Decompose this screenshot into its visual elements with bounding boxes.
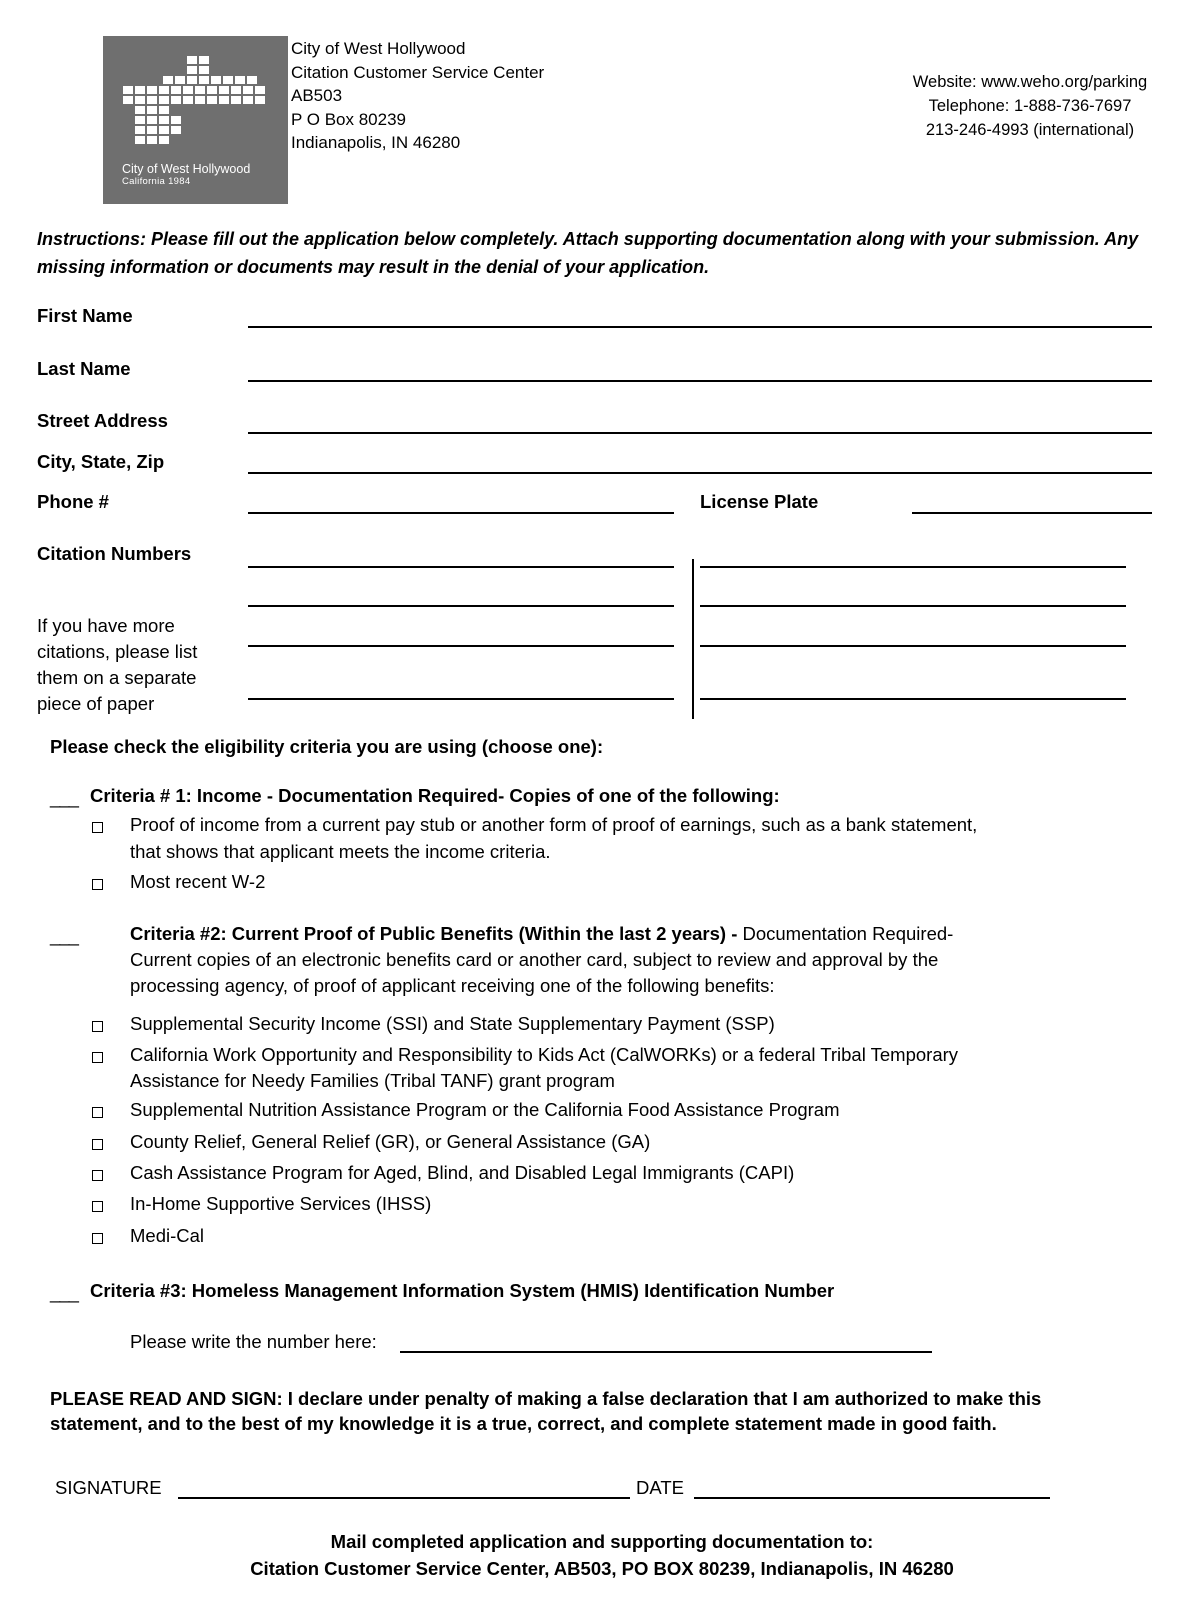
logo-grid-cell [171, 126, 181, 134]
logo-grid-cell [159, 126, 169, 134]
license-plate-field[interactable] [912, 512, 1152, 514]
citation-note-line: If you have more [37, 615, 175, 636]
checkbox-icon[interactable] [92, 1170, 103, 1181]
logo-grid-cell [243, 86, 253, 94]
citation-note-line: them on a separate [37, 667, 197, 688]
logo-year: California 1984 [122, 176, 191, 187]
city-logo [103, 36, 288, 204]
citation-note-line: citations, please list [37, 641, 198, 662]
citation-number-field[interactable] [248, 566, 674, 568]
logo-grid-cell [207, 96, 217, 104]
logo-grid-cell [159, 136, 169, 144]
logo-grid-cell [199, 66, 209, 74]
checkbox-icon[interactable] [92, 1233, 103, 1244]
logo-grid-cell [147, 136, 157, 144]
logo-grid-cell [187, 66, 197, 74]
declaration: PLEASE READ AND SIGN: I declare under penalty of making a false declaration that I am authorized to make this statement, and to the best of my knowledge it is a true, correct, and complete statement made in good faith. [50, 1388, 1042, 1434]
logo-grid-cell [147, 116, 157, 124]
city-state-zip-field[interactable] [248, 472, 1152, 474]
checkbox-icon[interactable] [92, 1139, 103, 1150]
logo-grid-cell [135, 106, 145, 114]
benefit-item: Cash Assistance Program for Aged, Blind, and Disabled Legal Immigrants (CAPI) [130, 1162, 795, 1183]
instructions: Instructions: Please fill out the application below completely. Attach supporting documentation along with your submission. Any missing information or documents may result in the denial of your application. [37, 229, 1139, 277]
benefit-item: In-Home Supportive Services (IHSS) [130, 1193, 432, 1214]
contact-info [880, 70, 1180, 142]
citation-column-divider [692, 559, 694, 719]
phone-field[interactable] [248, 512, 674, 514]
logo-grid-cell [159, 86, 169, 94]
criteria-2-title-bold: Criteria #2: Current Proof of Public Benefits (Within the last 2 years) - [130, 923, 738, 944]
citation-note [37, 613, 197, 717]
phone-label: Phone # [37, 491, 109, 512]
citation-number-field[interactable] [248, 698, 674, 700]
logo-name: City of West Hollywood [122, 162, 251, 176]
logo-grid-cell [219, 96, 229, 104]
logo-grid-cell [135, 86, 145, 94]
logo-grid-cell [255, 96, 265, 104]
city-state-zip-label: City, State, Zip [37, 451, 165, 472]
logo-grid-cell [159, 96, 169, 104]
logo-grid-cell [175, 76, 185, 84]
logo-grid-cell [207, 86, 217, 94]
license-plate-label: License Plate [700, 491, 819, 512]
logo-grid-cell [199, 56, 209, 64]
date-label: DATE [636, 1477, 684, 1498]
logo-grid-cell [147, 96, 157, 104]
logo-grid-cell [159, 116, 169, 124]
citation-number-field[interactable] [700, 645, 1126, 647]
criteria-1-title: Criteria # 1: Income - Documentation Required- Copies of one of the following: [90, 785, 780, 806]
checkbox-icon[interactable] [92, 1052, 103, 1063]
logo-grid-cell [231, 96, 241, 104]
criteria-1-item: Most recent W-2 [130, 871, 266, 892]
logo-grid-cell [135, 96, 145, 104]
logo-grid-cell [163, 76, 173, 84]
logo-grid-cell [135, 116, 145, 124]
street-address-label: Street Address [37, 410, 168, 431]
citation-number-field[interactable] [248, 645, 674, 647]
logo-grid-cell [247, 76, 257, 84]
benefit-item-continued: Assistance for Needy Families (Tribal TANF) grant program [130, 1070, 615, 1091]
address-line: AB503 [291, 86, 343, 105]
logo-grid-cell [211, 76, 221, 84]
logo-grid-cell [195, 96, 205, 104]
checkbox-icon[interactable] [92, 1201, 103, 1212]
criteria-1-item: that shows that applicant meets the income criteria. [130, 841, 551, 862]
citation-number-field[interactable] [700, 566, 1126, 568]
mail-instructions: Mail completed application and supporting documentation to: [330, 1531, 874, 1552]
logo-grid-cell [147, 86, 157, 94]
hmis-number-field[interactable] [400, 1351, 932, 1353]
logo-grid-cell [147, 126, 157, 134]
logo-grid-cell [135, 126, 145, 134]
criteria-2-title-rest: Documentation Required- [737, 923, 954, 944]
logo-grid-cell [147, 106, 157, 114]
hmis-number-prompt: Please write the number here: [130, 1331, 377, 1352]
benefit-item: California Work Opportunity and Responsibility to Kids Act (CalWORKs) or a federal Tribal Temporary [130, 1044, 959, 1065]
logo-grid-cell [187, 56, 197, 64]
criteria-2-desc: processing agency, of proof of applicant receiving one of the following benefits: [130, 975, 775, 996]
checkbox-icon[interactable] [92, 1021, 103, 1032]
criteria-1-item: Proof of income from a current pay stub or another form of proof of earnings, such as a bank statement, [130, 814, 978, 835]
criteria-2-desc: Current copies of an electronic benefits card or another card, subject to review and approval by the [130, 949, 939, 970]
citation-number-field[interactable] [248, 605, 674, 607]
logo-grid-cell [223, 76, 233, 84]
criteria-2-title [130, 920, 953, 947]
criteria-2-checkbox[interactable]: ___ [50, 925, 78, 946]
criteria-1-checkbox[interactable]: ___ [50, 787, 78, 808]
address-line: Citation Customer Service Center [291, 62, 545, 82]
website-line: Website: www.weho.org/parking [912, 73, 1148, 91]
date-field[interactable] [694, 1497, 1050, 1499]
benefit-item: County Relief, General Relief (GR), or General Assistance (GA) [130, 1131, 651, 1152]
logo-grid-cell [235, 76, 245, 84]
logo-grid-cell [159, 106, 169, 114]
international-phone-line: 213-246-4993 (international) [925, 121, 1135, 139]
signature-label: SIGNATURE [55, 1477, 162, 1498]
criteria-3-title: Criteria #3: Homeless Management Information System (HMIS) Identification Number [90, 1280, 835, 1301]
last-name-field[interactable] [248, 380, 1152, 382]
logo-grid-cell [231, 86, 241, 94]
mailing-address [291, 37, 544, 155]
checkbox-icon[interactable] [92, 879, 103, 890]
benefit-item: Medi-Cal [130, 1225, 205, 1246]
logo-grid-cell [195, 86, 205, 94]
logo-caption [122, 162, 250, 187]
logo-grid-cell [123, 96, 133, 104]
logo-grid-cell [219, 86, 229, 94]
benefit-item: Supplemental Security Income (SSI) and State Supplementary Payment (SSP) [130, 1013, 775, 1034]
address-line: Indianapolis, IN 46280 [291, 133, 461, 152]
logo-grid-cell [135, 136, 145, 144]
logo-grid-cell [123, 86, 133, 94]
logo-grid-cell [171, 86, 181, 94]
last-name-label: Last Name [37, 358, 131, 379]
address-line: City of West Hollywood [291, 39, 466, 58]
logo-grid-cell [183, 86, 193, 94]
citation-number-field[interactable] [700, 605, 1126, 607]
signature-field[interactable] [178, 1497, 630, 1499]
logo-grid-cell [171, 96, 181, 104]
street-address-field[interactable] [248, 432, 1152, 434]
citation-note-line: piece of paper [37, 693, 155, 714]
criteria-3-checkbox[interactable]: ___ [50, 1282, 78, 1303]
logo-grid-cell [183, 96, 193, 104]
logo-grid-cell [187, 76, 197, 84]
citation-number-field[interactable] [700, 698, 1126, 700]
eligibility-prompt: Please check the eligibility criteria you are using (choose one): [50, 736, 604, 757]
checkbox-icon[interactable] [92, 822, 103, 833]
logo-grid-cell [199, 76, 209, 84]
telephone-line: Telephone: 1-888-736-7697 [928, 97, 1132, 115]
logo-grid-cell [243, 96, 253, 104]
logo-grid-cell [255, 86, 265, 94]
benefit-item: Supplemental Nutrition Assistance Program or the California Food Assistance Program [130, 1099, 840, 1120]
logo-grid-cell [171, 116, 181, 124]
first-name-field[interactable] [248, 326, 1152, 328]
address-line: P O Box 80239 [291, 109, 406, 129]
mail-address: Citation Customer Service Center, AB503, PO BOX 80239, Indianapolis, IN 46280 [250, 1558, 954, 1579]
first-name-label: First Name [37, 305, 133, 326]
checkbox-icon[interactable] [92, 1107, 103, 1118]
citation-numbers-label: Citation Numbers [37, 543, 192, 564]
